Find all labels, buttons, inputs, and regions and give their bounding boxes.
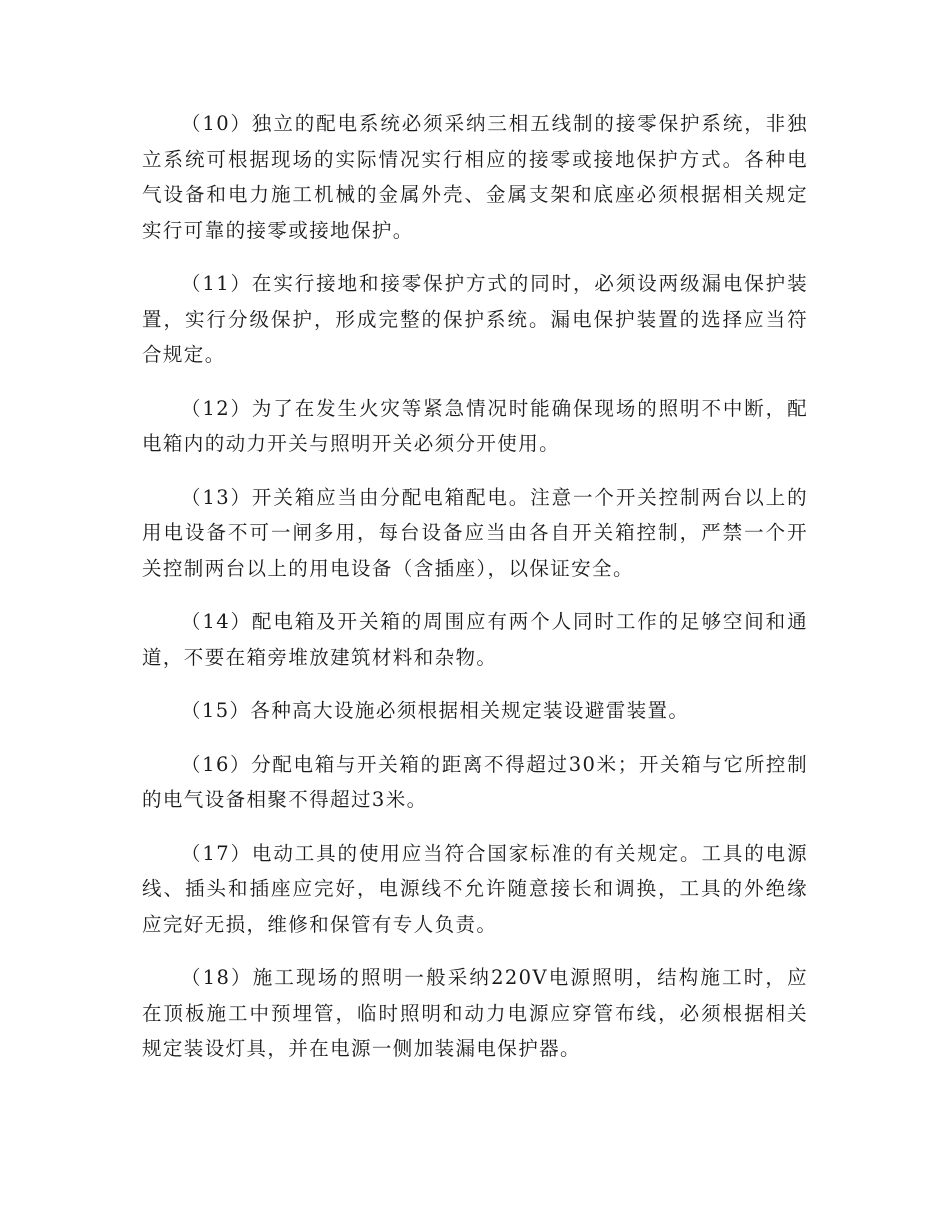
paragraph-17: （17）电动工具的使用应当符合国家标准的有关规定。工具的电源线、插头和插座应完好，电源线不允许随意接长和调换，工具的外绝缘应完好无损，维修和保管有专人负责。 [142,841,808,936]
paragraph-11: （11）在实行接地和接零保护方式的同时，必须设两级漏电保护装置，实行分级保护，形成完整的保护系统。漏电保护装置的选择应当符合规定。 [142,272,808,366]
paragraph-18: （18）施工现场的照明一般采纳220V电源照明，结构施工时，应在顶板施工中预埋管，临时照明和动力电源应穿管布线，必须根据相关规定装设灯具，并在电源一侧加装漏电保护器。 [142,966,808,1060]
paragraph-16: （16）分配电箱与开关箱的距离不得超过30米；开关箱与它所控制的电气设备相聚不得超过3米。 [142,752,808,811]
paragraph-12: （12）为了在发生火灾等紧急情况时能确保现场的照明不中断，配电箱内的动力开关与照明开关必须分开使用。 [142,396,808,455]
paragraph-15: （15）各种高大设施必须根据相关规定装设避雷装置。 [181,699,690,722]
paragraph-10: （10）独立的配电系统必须采纳三相五线制的接零保护系统，非独立系统可根据现场的实际情况实行相应的接零或接地保护方式。各种电气设备和电力施工机械的金属外壳、金属支架和底座必须根据相关规定实行可靠的接零或接地保护。 [142,112,808,242]
paragraph-14: （14）配电箱及开关箱的周围应有两个人同时工作的足够空间和通道，不要在箱旁堆放建筑材料和杂物。 [142,610,808,669]
paragraph-13: （13）开关箱应当由分配电箱配电。注意一个开关控制两台以上的用电设备不可一闸多用，每台设备应当由各自开关箱控制，严禁一个开关控制两台以上的用电设备（含插座），以保证安全。 [142,485,808,580]
document-body [142,106,808,1085]
